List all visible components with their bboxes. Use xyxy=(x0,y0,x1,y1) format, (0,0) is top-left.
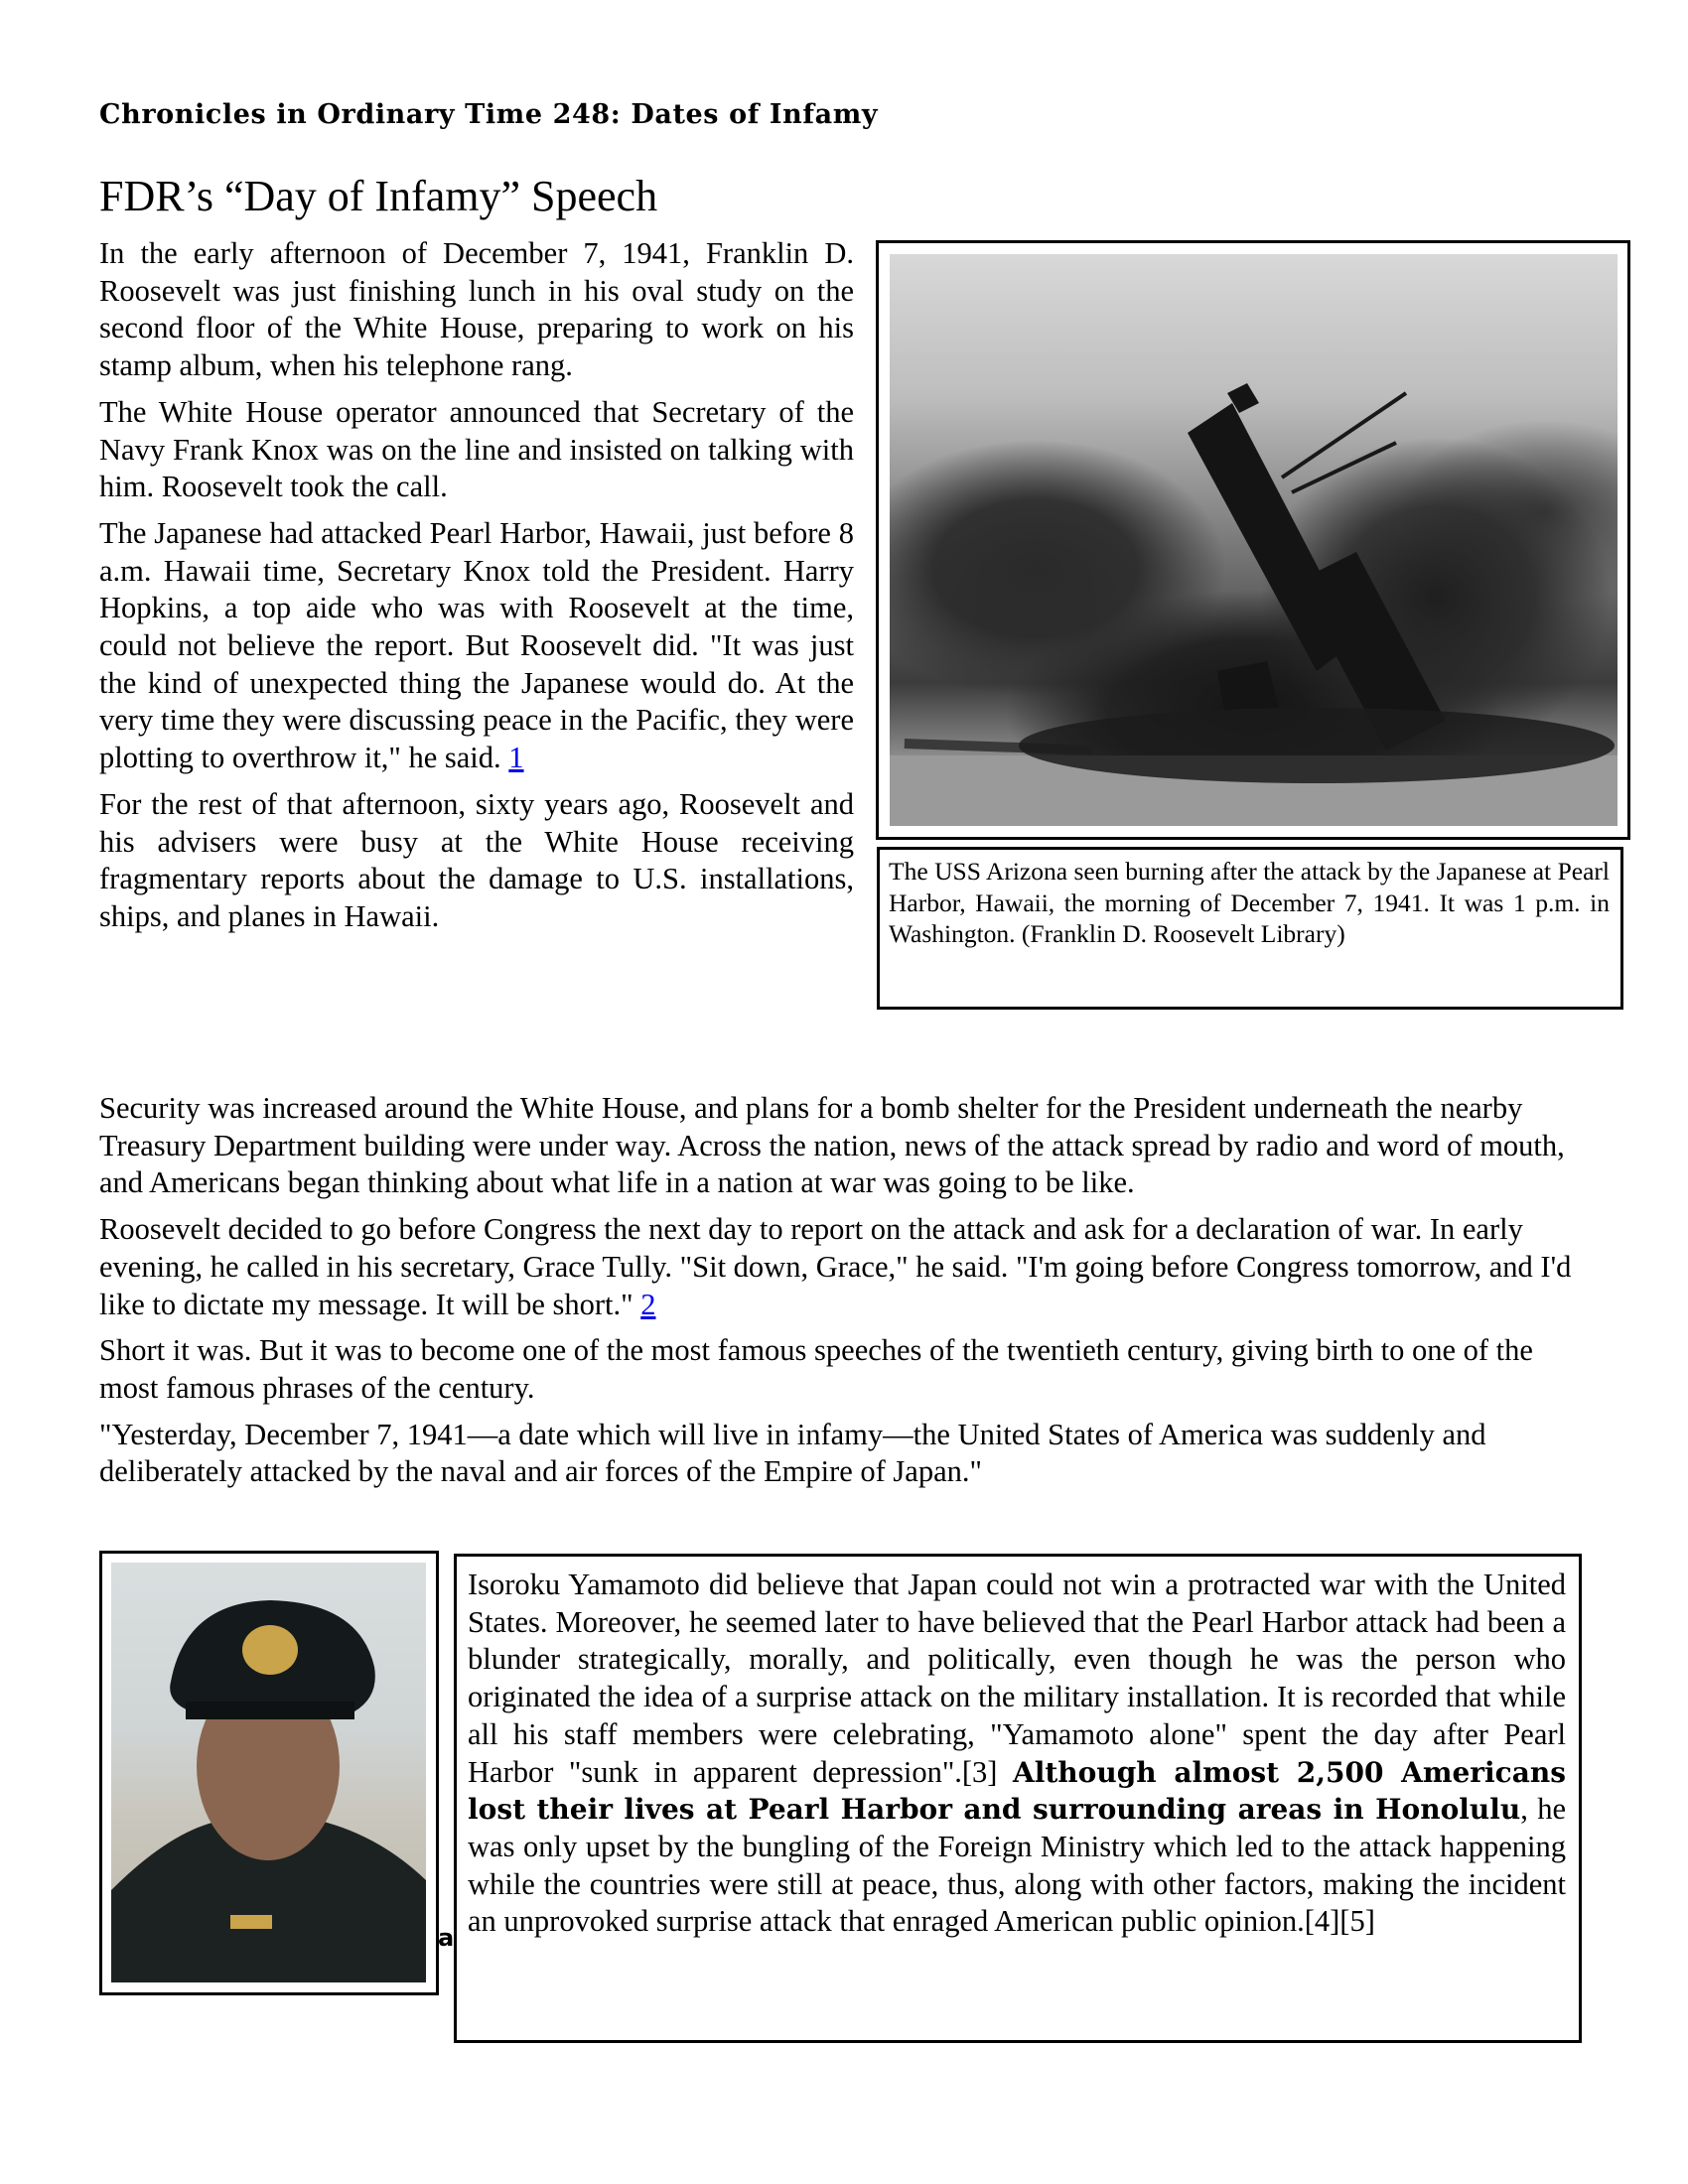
note-text-bold: Although almost 2,500 Americans lost their lives at Pearl Harbor and surrounding areas in Honolulu xyxy=(468,1755,1566,1827)
uss-arizona-photo xyxy=(890,254,1618,826)
yamamoto-note-box xyxy=(454,1554,1582,2043)
yamamoto-portrait-frame xyxy=(99,1551,439,1995)
crane-boom xyxy=(1282,393,1406,492)
paragraph-speech-quote: "Yesterday, December 7, 1941—a date which will live in infamy—the United States of America was suddenly and deliberately attacked by the naval and air forces of the Empire of Japan." xyxy=(99,1417,1486,1489)
cap-badge xyxy=(242,1625,298,1675)
smoke-base xyxy=(1019,708,1615,783)
photo-caption-box xyxy=(877,847,1623,1010)
yamamoto-portrait xyxy=(111,1563,426,1982)
paragraph-afternoon: For the rest of that afternoon, sixty years ago, Roosevelt and his advisers were busy at the White House receiving fragmentary reports about the damage to U.S. installations, ships, and planes in Hawaii. xyxy=(99,786,854,933)
yamamoto-note xyxy=(468,1567,1566,1941)
footnote-link-2[interactable]: 2 xyxy=(640,1287,656,1321)
paragraph-congress-text: Roosevelt decided to go before Congress the next day to report on the attack and ask for a declaration of war. In early evening, he called in his secretary, Grace Tully. "Sit down, Grace," he said. "I'm going before Congress tomorrow, and I'd like to dictate my message. It will be short." xyxy=(99,1212,1572,1321)
footnote-link-1[interactable]: 1 xyxy=(508,741,524,775)
series-title: Chronicles in Ordinary Time 248: Dates of Infamy xyxy=(99,99,879,130)
uss-arizona-photo-frame xyxy=(876,240,1630,840)
paragraph-short-it-was: Short it was. But it was to become one of the most famous speeches of the twentieth century, giving birth to one of the most famous phrases of the century. xyxy=(99,1333,1533,1405)
paragraph-attack-report xyxy=(99,515,854,777)
paragraph-operator: The White House operator announced that Secretary of the Navy Frank Knox was on the line and insisted on talking with him. Roosevelt took the call. xyxy=(99,394,854,504)
paragraph-attack-report-text: The Japanese had attacked Pearl Harbor, Hawaii, just before 8 a.m. Hawaii time, Secretary Knox told the President. Harry Hopkins, a top aide who was with Roosevelt at the time, could not believe the report. But Roosevelt did. "It was just the kind of unexpected thing the Japanese would do. At the very time they were discussing peace in the Pacific, they were plotting to overthrow it," he said. xyxy=(99,515,854,775)
collar-insignia xyxy=(230,1915,272,1929)
burning-ship-illustration xyxy=(890,254,1618,826)
full-width-section xyxy=(99,1090,1599,1500)
note-text-intro: Isoroku Yamamoto did believe that Japan could not win a protracted war with the United States. Moreover, he seemed later to have believed that the Pearl Harbor attack had been a blunder strategically, morally, and politically, even though he was the person who originated the idea of a surprise attack on the military installation. It is recorded that while all his staff members were celebrating, "Yamamoto alone" spent the day after Pearl Harbor "sunk in apparent depression".[3] xyxy=(468,1568,1566,1789)
ship-superstructure xyxy=(1188,383,1446,751)
article-title: FDR’s “Day of Infamy” Speech xyxy=(99,172,658,220)
cap-visor xyxy=(186,1702,354,1719)
portrait-illustration xyxy=(111,1563,426,1982)
paragraph-security: Security was increased around the White House, and plans for a bomb shelter for the President underneath the nearby Treasury Department building were under way. Across the nation, news of the attack spread by radio and word of mouth, and Americans began thinking about what life in a nation at war was going to be like. xyxy=(99,1091,1565,1200)
paragraph-congress xyxy=(99,1211,1599,1323)
note-text-conclusion: , he was only upset by the bungling of the Foreign Ministry which led to the attack happening while the countries were still at peace, thus, along with other factors, making the incident an unprovoked surprise attack that enraged American public opinion.[4][5] xyxy=(468,1792,1566,1939)
paragraph-phone-call: In the early afternoon of December 7, 1941, Franklin D. Roosevelt was just finishing lunch in his oval study on the second floor of the White House, preparing to work on his stamp album, when his telephone rang. xyxy=(99,236,854,383)
stray-character: a xyxy=(438,1924,455,1952)
left-column xyxy=(99,235,854,945)
photo-caption: The USS Arizona seen burning after the attack by the Japanese at Pearl Harbor, Hawaii, the morning of December 7, 1941. It was 1 p.m. in Washington. (Franklin D. Roosevelt Library) xyxy=(889,857,1610,948)
